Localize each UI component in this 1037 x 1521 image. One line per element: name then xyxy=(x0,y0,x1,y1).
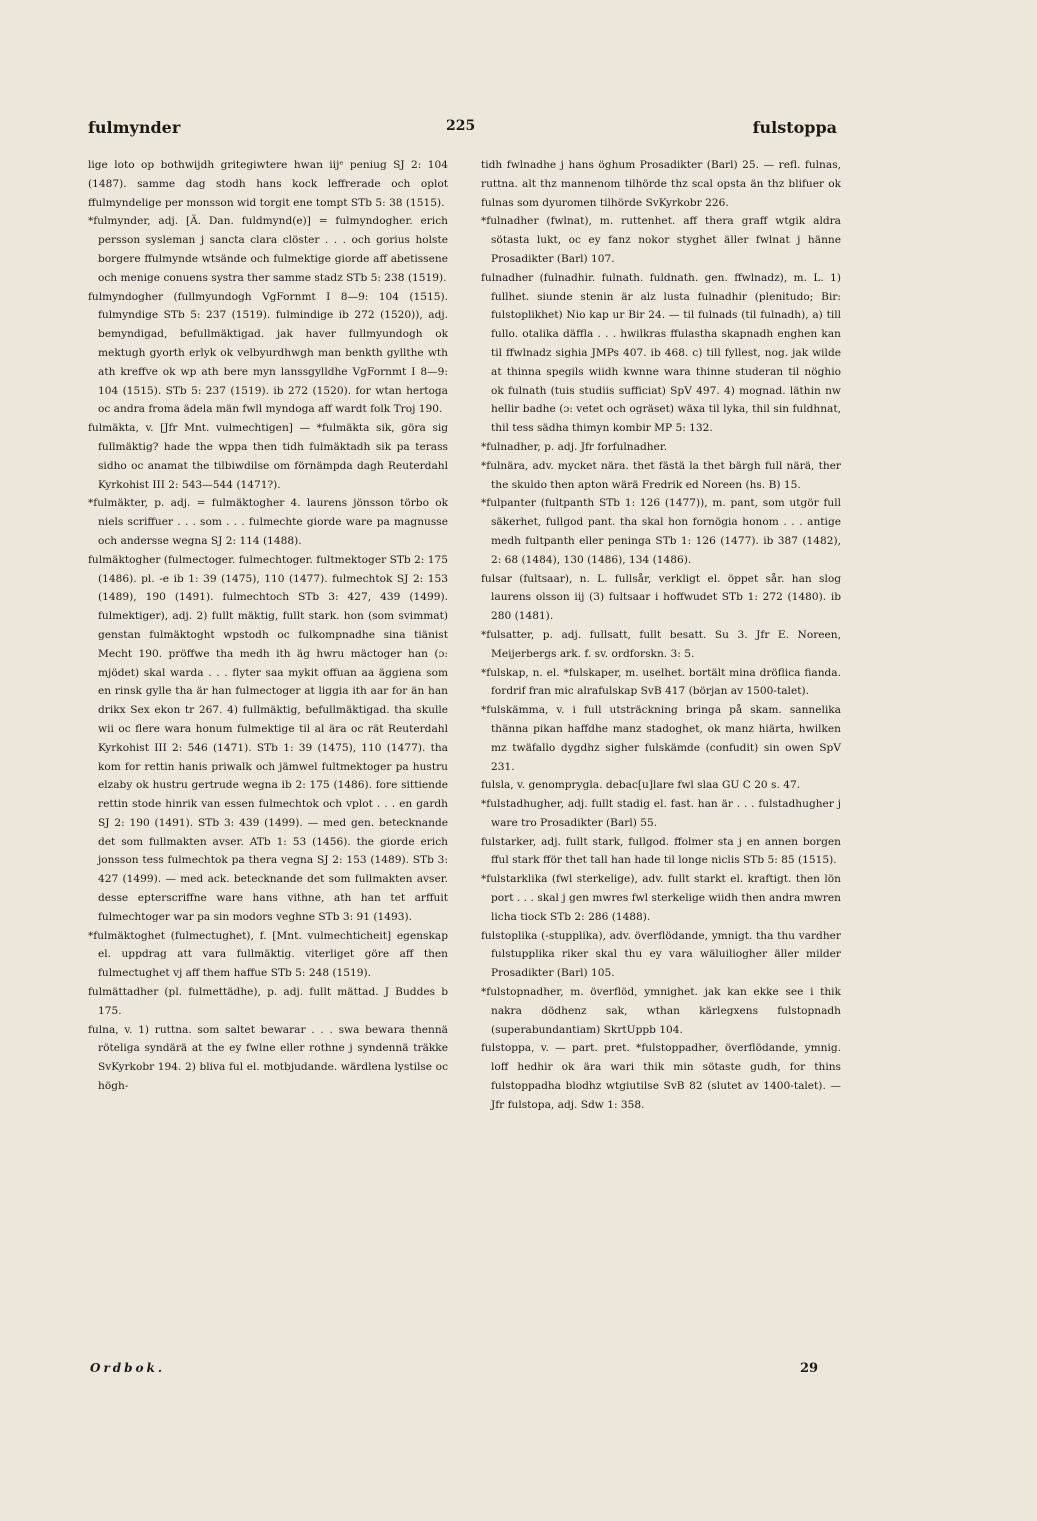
entry-paragraph: fulmyndogher (fullmyundogh VgFornmt I 8—9: 104 (1515). fulmyndige STb 5: 237 (1519). fulmindige ib 272 (1520)), adj. bemyndigad, befullmäktigad. jak haver fullmyundogh ok mektugh gyorth erlyk ok velbyurdhwgh man benkth gyllthe wth ath kreffve ok wp ath bere myn lanssgylldhe VgFornmt I 8—9: 104 (1515). STb 5: 237 (1519). ib 272 (1520). for wtan hertoga oc andra froma ädela män fwll myndoga aff wardt folk Troj 190. xyxy=(88,290,448,416)
entry-paragraph: *fulmäktoghet (fulmectughet), f. [Mnt. vulmechticheit] egenskap el. uppdrag att vara fullmäktig. viterliget göre aff then fulmectughet vj aff them haffue STb 5: 248 (1519). xyxy=(88,929,448,980)
entry-paragraph: *fulnära, adv. mycket nära. thet fästä la thet bärgh full närä, ther the skuldo then apton wärä Fredrik ed Noreen (hs. B) 15. xyxy=(481,459,841,491)
left-column xyxy=(88,156,448,1096)
entry-paragraph: *fulstopnadher, m. överflöd, ymnighet. jak kan ekke see i thik nakra dödhenz sak, wthan kärlegxens fulstopnadh (superabundantiam) SkrtUppb 104. xyxy=(481,986,841,1036)
entry-paragraph: fulstoppa, v. — part. pret. *fulstoppadher, överflödande, ymnig. loff hedhir ok ära wari thik min sötaste gudh, for thins fulstoppadha blodhz wtgiutilse SvB 82 (slutet av 1400-talet). — Jfr fulstopa, adj. Sdw 1: 358. xyxy=(481,1042,841,1111)
entry-paragraph: fulmäkta, v. [Jfr Mnt. vulmechtigen] — *fulmäkta sik, göra sig fullmäktig? hade the wppa then tidh fulmäktadh sik pa terass sidho oc anamat the tilbiwdilse om förnämpda dagh Reuterdahl Kyrkohist III 2: 543—544 (1471?). xyxy=(88,422,448,491)
right-column xyxy=(481,156,841,1115)
entry-paragraph: lige loto op bothwijdh gritegiwtere hwan iijᵉ peniug SJ 2: 104 (1487). samme dag stodh hans kock leffrerade och oplot ffulmyndelige per monsson wid torgit ene tompt STb 5: 38 (1515). xyxy=(88,159,448,209)
header-left-guideword: fulmynder xyxy=(88,118,181,137)
entry-paragraph: *fulmynder, adj. [Ä. Dan. fuldmynd(e)] = fulmyndogher. erich persson sysleman j sancta clara clöster . . . och gorius holste borgere ffulmynde wtsände och fulmektige giorde aff abetissene och menige conuens systra ther samme stadz STb 5: 238 (1519). xyxy=(88,215,448,284)
entry-paragraph: *fulnadher, p. adj. Jfr forfulnadher. xyxy=(481,440,668,453)
entry-paragraph: *fulstadhugher, adj. fullt stadig el. fast. han är . . . fulstadhugher j ware tro Prosadikter (Barl) 55. xyxy=(481,798,841,829)
entry-paragraph: *fulmäkter, p. adj. = fulmäktogher 4. laurens jönsson törbo ok niels scriffuer . . . som . . . fulmechte giorde ware pa magnusse och andersse wegna SJ 2: 114 (1488). xyxy=(88,497,448,547)
entry-paragraph: tidh fwlnadhe j hans öghum Prosadikter (Barl) 25. — refl. fulnas, ruttna. alt thz mannenom tilhörde thz scal opsta än thz blifuer ok fulnas som dyuromen tilhörde SvKyrkobr 226. xyxy=(481,159,841,209)
entry-paragraph: *fulsatter, p. adj. fullsatt, fullt besatt. Su 3. Jfr E. Noreen, Meijerbergs ark. f. sv. ordforskn. 3: 5. xyxy=(481,628,841,660)
entry-paragraph: fulna, v. 1) ruttna. som saltet bewarar . . . swa bewara thennä röteliga syndärä at the ey fwlne eller rothne j syndennä träkke SvKyrkobr 194. 2) bliva ful el. motbjudande. wärdlena lystilse oc högh- xyxy=(88,1023,448,1093)
page-number: 225 xyxy=(446,118,476,134)
footer-sheet-number: 29 xyxy=(800,1361,819,1376)
entry-paragraph: *fulstarklika (fwl sterkelige), adv. fullt starkt el. kraftigt. then lön port . . . skal j gen mwres fwl sterkelige wiidh then andra mwren licha tiock STb 2: 286 (1488). xyxy=(481,873,841,923)
entry-paragraph: fulsar (fultsaar), n. L. fullsår, verkligt el. öppet sår. han slog laurens olsson iij (3) fultsaar i hoffwudet STb 1: 272 (1480). ib 280 (1481). xyxy=(481,572,841,623)
page-header xyxy=(88,118,837,142)
entry-paragraph: fulsla, v. genomprygla. debac[u]lare fwl slaa GU C 20 s. 47. xyxy=(481,779,801,792)
entry-paragraph: *fulskämma, v. i full utsträckning bringa på skam. sannelika thänna pikan haffdhe manz stadoghet, ok manz hiärta, hwilken mz twäfallo dygdhz sigher fulskämde (confudit) sin owen SpV 231. xyxy=(481,704,841,773)
entry-paragraph: fulnadher (fulnadhir. fulnath. fuldnath. gen. ffwlnadz), m. L. 1) fullhet. siunde stenin är alz lusta fulnadhir (plenitudo; Bir: fulstoplikhet) Nio kap ur Bir 24. — til fulnads (til fulnadh), a) till fullo. otalika däffla . . . hwilkras ffulastha skapnadh enghen kan til ffwlnadz sighia JMPs 407. ib 468. c) till fyllest, nog. jak wilde at thinna spegils wiidh kwnne wara thinne studeran til nöghio ok fulnath (tuis studiis sufficiat) SpV 497. 4) mognad. läthin nw hellir badhe (ɔ: vetet och ogräset) wäxa til lyka, thil sin fuldhnat, thil tess sädha thimyn kombir MP 5: 132. xyxy=(481,271,841,435)
entry-paragraph: *fulpanter (fultpanth STb 1: 126 (1477)), m. pant, som utgör full säkerhet, fullgod pant. tha skal hon fornögia honom . . . antige medh fultpanth eller peninga STb 1: 126 (1477). ib 387 (1482), 2: 68 (1484), 130 (1486), 134 (1486). xyxy=(481,497,841,566)
entry-paragraph: fulstoplika (-stupplika), adv. överflödande, ymnigt. tha thu vardher fulstupplika riker skal thu ey vara wäluiliogher äller milder Prosadikter (Barl) 105. xyxy=(481,929,841,980)
entry-paragraph: *fulnadher (fwlnat), m. ruttenhet. aff thera graff wtgik aldra sötasta lukt, oc ey fanz nokor styghet äller fwlnat j hänne Prosadikter (Barl) 107. xyxy=(481,215,841,265)
header-right-guideword: fulstoppa xyxy=(752,118,837,137)
entry-paragraph: *fulskap, n. el. *fulskaper, m. uselhet. bortält mina dröflica fianda. fordrif fran mic alrafulskap SvB 417 (början av 1500-talet). xyxy=(481,666,841,698)
entry-paragraph: fulmäktogher (fulmectoger. fulmechtoger. fultmektoger STb 2: 175 (1486). pl. -e ib 1: 39 (1475), 110 (1477). fulmechtok SJ 2: 153 (1489), 190 (1491). fulmechtoch STb 3: 427, 439 (1499). fulmektiger), adj. 2) fullt mäktig, fullt stark. hon (som svimmat) genstan fulmäktoght wpstodh oc fulkompnadhe sina tiänist Mecht 190. pröffwe tha medh ith äg hwru mäctoger han (ɔ: mjödet) skal warda . . . flyter saa mykit offuan aa äggiena som en rinsk gylle tha är han fulmectoger at liggia ith aar for än han drikx Sex ekon tr 267. 4) fullmäktig, befullmäktigad. tha skulle wii oc flere wara honum fulmektige til al ära oc rät Reuterdahl Kyrkohist III 2: 546 (1471). STb 1: 39 (1475), 110 (1477). tha kom for rettin hanis priwalk och jämwel fultmektoger pa hustru elzaby ok hustru gertrude wegna ib 2: 175 (1486). fore sittiende rettin stode hinrik van essen fulmechtok och vplot . . . en gardh SJ 2: 190 (1491). STb 3: 439 (1499). — med gen. betecknande det som fullmakten avser. ATb 1: 53 (1456). the giorde erich jonsson tess fulmechtok pa thera vegna SJ 2: 153 (1489). STb 3: 427 (1499). — med ack. betecknande det som fullmakten avser. desse epterscriffne ware hans vithne, ath han tet arffuit fulmechtoger war pa sin modors veghne STb 3: 91 (1493). xyxy=(88,553,448,923)
entry-paragraph: fulstarker, adj. fullt stark, fullgod. ffolmer sta j en annen borgen fful stark fför thet tall han hade til longe niclis STb 5: 85 (1515). xyxy=(481,835,841,867)
footer-signature: Ordbok. xyxy=(90,1361,166,1375)
entry-paragraph: fulmättadher (pl. fulmettädhe), p. adj. fullt mättad. J Buddes b 175. xyxy=(88,986,448,1017)
